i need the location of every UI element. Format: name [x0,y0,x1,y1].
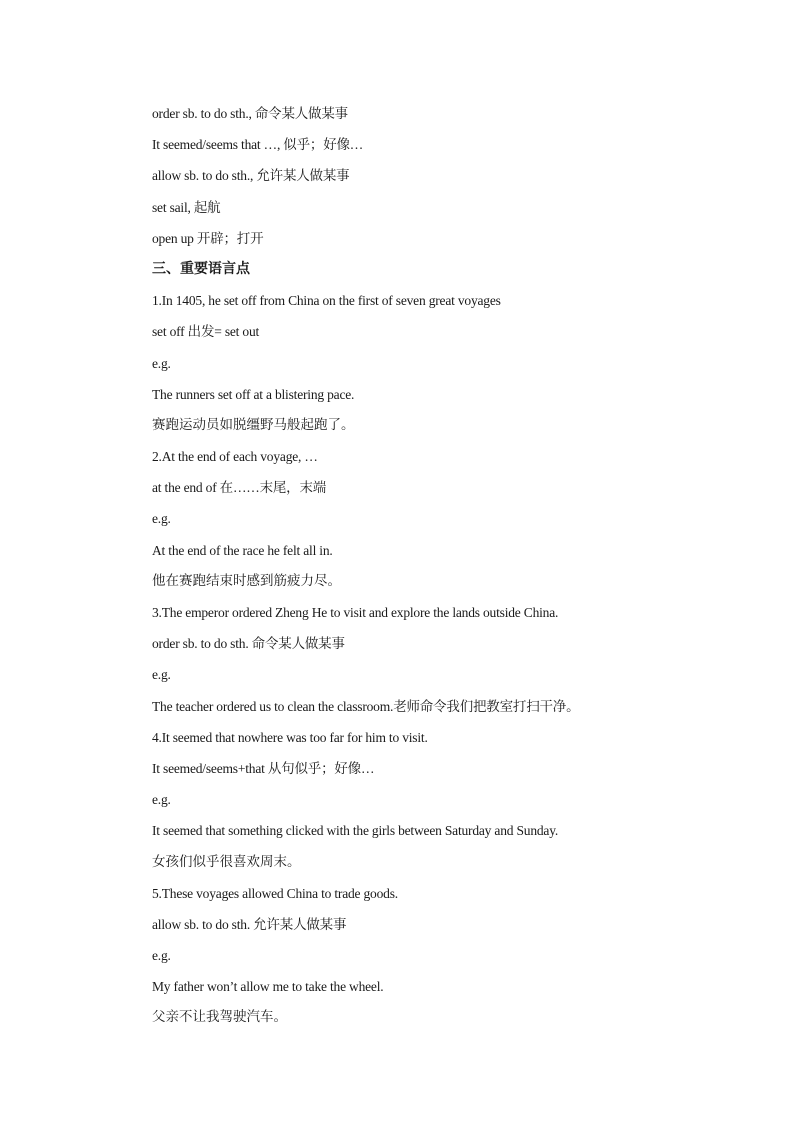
point-1-eg: e.g. [152,355,171,371]
point-3-sentence: 3.The emperor ordered Zheng He to visit and explore the lands outside China. [152,605,559,620]
point-5-phrase: allow sb. to do sth. 允许某人做某事 [152,916,347,932]
point-2-eg: e.g. [152,511,171,527]
point-2-example: At the end of the race he felt all in. [152,542,333,558]
point-4-phrase: It seemed/seems+that 从句似乎；好像… [152,760,375,776]
point-3-phrase: order sb. to do sth. 命令某人做某事 [152,636,345,652]
point-1-example: The runners set off at a blistering pace. [152,386,355,402]
point-4-eg: e.g. [152,792,171,808]
point-4-translation: 女孩们似乎很喜欢周末。 [152,853,301,870]
vocab-line-2: It seemed/seems that …, 似乎；好像… [152,137,364,153]
point-4-example: It seemed that something clicked with the girls between Saturday and Sunday. [152,823,559,839]
point-3-eg: e.g. [152,667,171,683]
point-3-example: The teacher ordered us to clean the classroom.老师命令我们把教室打扫干净。 [152,698,580,714]
point-1-sentence: 1.In 1405, he set off from China on the first of seven great voyages [152,293,501,309]
vocab-line-3: allow sb. to do sth., 允许某人做某事 [152,168,350,184]
vocab-line-5: open up 开辟；打开 [152,230,264,246]
point-5-sentence: 5.These voyages allowed China to trade goods. [152,885,398,901]
point-1-phrase: set off 出发= set out [152,324,260,340]
point-2-sentence: 2.At the end of each voyage, … [152,449,318,465]
point-5-eg: e.g. [152,948,171,964]
document-page [152,98,712,1034]
point-1-translation: 赛跑运动员如脱缰野马般起跑了。 [152,416,355,433]
point-2-translation: 他在赛跑结束时感到筋疲力尽。 [152,572,341,589]
point-4-sentence: 4.It seemed that nowhere was too far for him to visit. [152,729,428,745]
point-5-example: My father won’t allow me to take the wheel. [152,979,384,995]
section-heading: 三、重要语言点 [152,260,250,277]
point-2-phrase: at the end of 在……末尾，末端 [152,480,327,496]
point-5-translation: 父亲不让我驾驶汽车。 [152,1009,287,1026]
vocab-line-1: order sb. to do sth., 命令某人做某事 [152,106,348,121]
vocab-line-4: set sail, 起航 [152,199,221,215]
